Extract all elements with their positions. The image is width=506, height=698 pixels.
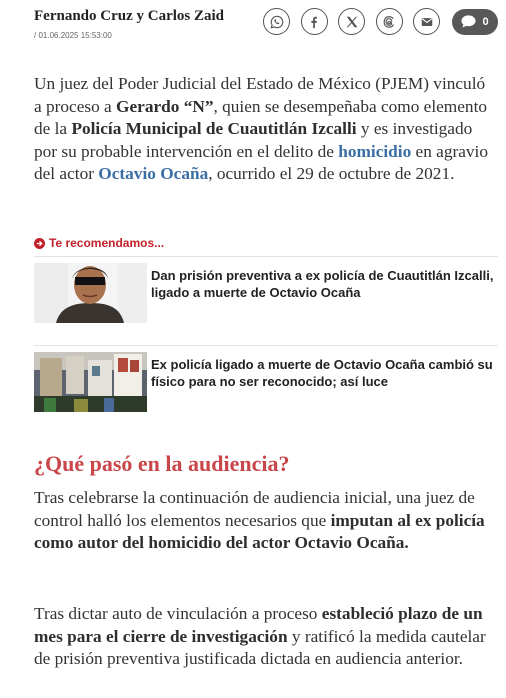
intro-paragraph bbox=[34, 73, 496, 186]
share-email-button[interactable] bbox=[413, 8, 440, 35]
recommendations-heading-text: Te recomendamos... bbox=[49, 236, 165, 250]
recommended-article[interactable] bbox=[34, 263, 498, 323]
article-title[interactable]: Dan prisión preventiva a ex policía de Cuautitlán Izcalli, ligado a muerte de Octavio Ocaña bbox=[151, 268, 494, 300]
facebook-icon bbox=[307, 15, 321, 29]
comments-button[interactable] bbox=[452, 9, 498, 35]
share-facebook-button[interactable] bbox=[301, 8, 328, 35]
section-heading: ¿Qué pasó en la audiencia? bbox=[34, 451, 290, 476]
email-icon bbox=[420, 15, 434, 29]
publish-date: / 01.06.2025 15:53:00 bbox=[34, 31, 112, 40]
p3-text-2: y ratificó la medida cautelar de prisión preventiva justificada dictada en audiencia anterior. bbox=[34, 626, 486, 668]
intro-text-2: , quien se desempeñaba como elemento de la bbox=[34, 96, 488, 138]
divider bbox=[34, 345, 498, 346]
comments-count: 0 bbox=[482, 15, 489, 28]
arrow-circle-icon bbox=[34, 238, 45, 249]
p3-bold-1: estableció plazo de un mes para el cierre de investigación bbox=[34, 604, 483, 646]
share-x-button[interactable] bbox=[338, 8, 365, 35]
share-threads-button[interactable] bbox=[376, 8, 403, 35]
intro-bold-2: Policía Municipal de Cuautitlán Izcalli bbox=[71, 119, 357, 138]
threads-icon bbox=[382, 15, 396, 29]
homicidio-link[interactable]: homicidio bbox=[338, 141, 412, 161]
body-paragraph bbox=[34, 603, 496, 671]
p2-bold-1: imputan al ex policía como autor del homicidio del actor Octavio Ocaña. bbox=[34, 510, 485, 552]
recommendations-heading bbox=[34, 236, 164, 250]
intro-text-5: , ocurrido el 29 de octubre de 2021. bbox=[208, 164, 455, 183]
author-name: Fernando Cruz y Carlos Zaid bbox=[34, 8, 225, 24]
p2-text-1: Tras celebrarse la continuación de audiencia inicial, una juez de control halló los elementos necesarios que bbox=[34, 488, 475, 530]
intro-text-4: en agravio del actor bbox=[34, 141, 489, 183]
article-thumbnail[interactable] bbox=[34, 263, 147, 323]
intro-text-3: y es investigado por su probable intervención en el delito de bbox=[34, 119, 473, 161]
whatsapp-icon bbox=[270, 15, 284, 29]
octavio-ocana-link[interactable]: Octavio Ocaña bbox=[98, 164, 209, 183]
x-icon bbox=[345, 15, 359, 29]
byline bbox=[34, 8, 224, 40]
article-title[interactable]: Ex policía ligado a muerte de Octavio Ocaña cambió su físico para no ser reconocido; así luce bbox=[151, 357, 493, 389]
intro-text-1: Un juez del Poder Judicial del Estado de México (PJEM) vinculó a proceso a bbox=[34, 74, 486, 116]
share-whatsapp-button[interactable] bbox=[263, 8, 290, 35]
share-bar bbox=[263, 8, 498, 35]
p3-text-1: Tras dictar auto de vinculación a proceso bbox=[34, 604, 322, 623]
recommended-article[interactable] bbox=[34, 352, 498, 412]
body-paragraph bbox=[34, 487, 496, 555]
article-thumbnail[interactable] bbox=[34, 352, 147, 412]
divider bbox=[34, 256, 498, 257]
intro-bold-1: Gerardo “N” bbox=[116, 96, 214, 116]
comment-icon bbox=[460, 14, 477, 29]
